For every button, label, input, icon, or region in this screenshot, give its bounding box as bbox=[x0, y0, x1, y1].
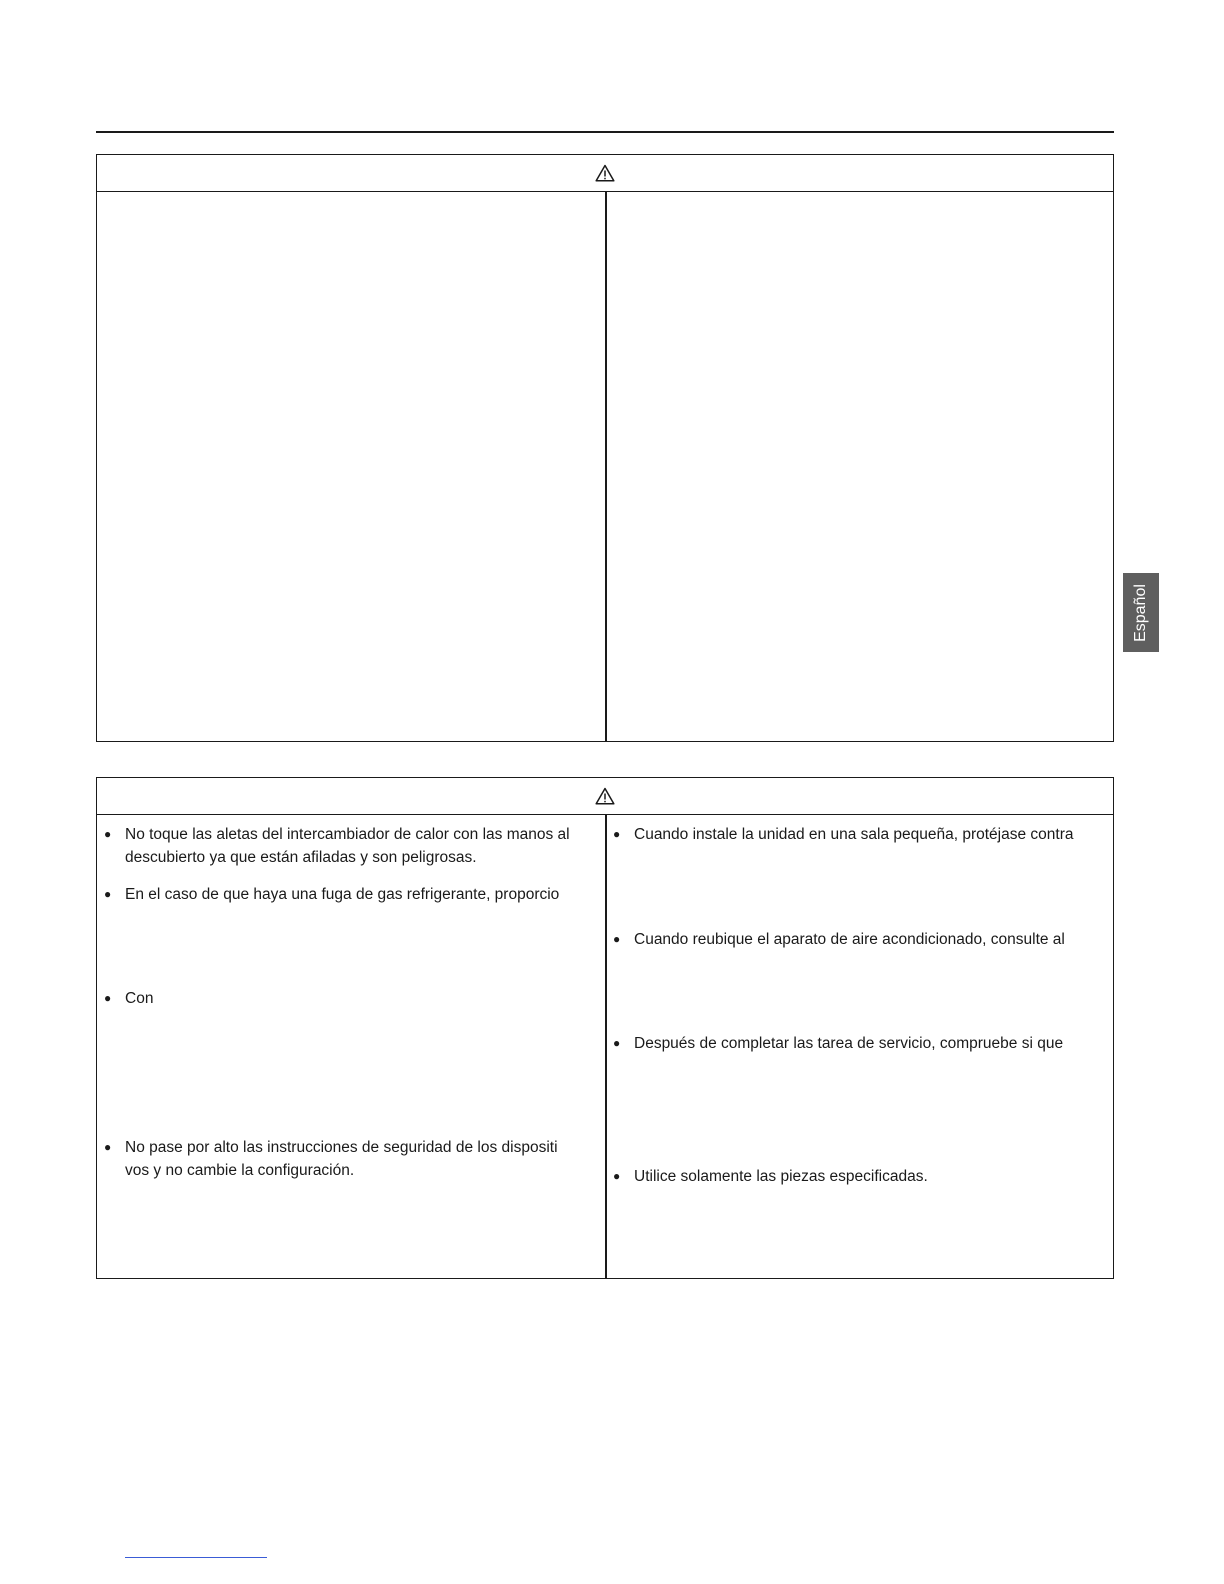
list-item bbox=[612, 1165, 928, 1188]
list-item-line: No toque las aletas del intercambiador de calor con las manos al bbox=[125, 826, 570, 843]
left-column bbox=[97, 815, 605, 1278]
bullet-icon: ● bbox=[613, 827, 621, 841]
list-item-line: descubierto ya que están afiladas y son peligrosas. bbox=[125, 849, 477, 866]
top-rule bbox=[96, 131, 1114, 133]
caution-panel-columns bbox=[97, 815, 1113, 1278]
right-column bbox=[607, 815, 1113, 1278]
bullet-icon: ● bbox=[613, 932, 621, 946]
caution-panel-header bbox=[97, 778, 1113, 815]
list-item-line: Con bbox=[125, 990, 154, 1007]
list-item-line: En el caso de que haya una fuga de gas refrigerante, proporcio bbox=[125, 886, 560, 903]
warning-panel-header bbox=[97, 155, 1113, 192]
list-item bbox=[103, 883, 559, 906]
bullet-icon: ● bbox=[104, 887, 112, 901]
warning-panel-columns bbox=[97, 192, 1113, 741]
list-item-line: Cuando reubique el aparato de aire acondicionado, consulte al bbox=[634, 931, 1065, 948]
list-item bbox=[612, 1032, 1063, 1055]
language-tab-label: Español bbox=[1132, 583, 1150, 642]
bullet-icon: ● bbox=[104, 1140, 112, 1154]
list-item-line: No pase por alto las instrucciones de seguridad de los dispositi bbox=[125, 1139, 558, 1156]
bullet-icon: ● bbox=[613, 1169, 621, 1183]
footer-link-underline[interactable] bbox=[125, 1557, 267, 1558]
right-column bbox=[607, 192, 1113, 741]
list-item bbox=[103, 823, 570, 869]
language-tab[interactable] bbox=[1123, 573, 1159, 652]
list-item bbox=[612, 823, 1074, 846]
list-item-line: Cuando instale la unidad en una sala pequeña, protéjase contra bbox=[634, 826, 1074, 843]
bullet-icon: ● bbox=[613, 1036, 621, 1050]
warning-panel-top bbox=[96, 154, 1114, 742]
list-item-line: vos y no cambie la configuración. bbox=[125, 1162, 355, 1179]
list-item bbox=[612, 928, 1065, 951]
caution-panel-bottom bbox=[96, 777, 1114, 1279]
list-item-line: Utilice solamente las piezas especificadas. bbox=[634, 1168, 928, 1185]
list-item bbox=[103, 987, 153, 1010]
bullet-icon: ● bbox=[104, 827, 112, 841]
bullet-icon: ● bbox=[104, 991, 112, 1005]
warning-triangle-icon bbox=[595, 787, 615, 805]
left-column bbox=[97, 192, 605, 741]
warning-triangle-icon bbox=[595, 164, 615, 182]
list-item-line: Después de completar las tarea de servicio, compruebe si que bbox=[634, 1035, 1064, 1052]
list-item bbox=[103, 1136, 558, 1182]
